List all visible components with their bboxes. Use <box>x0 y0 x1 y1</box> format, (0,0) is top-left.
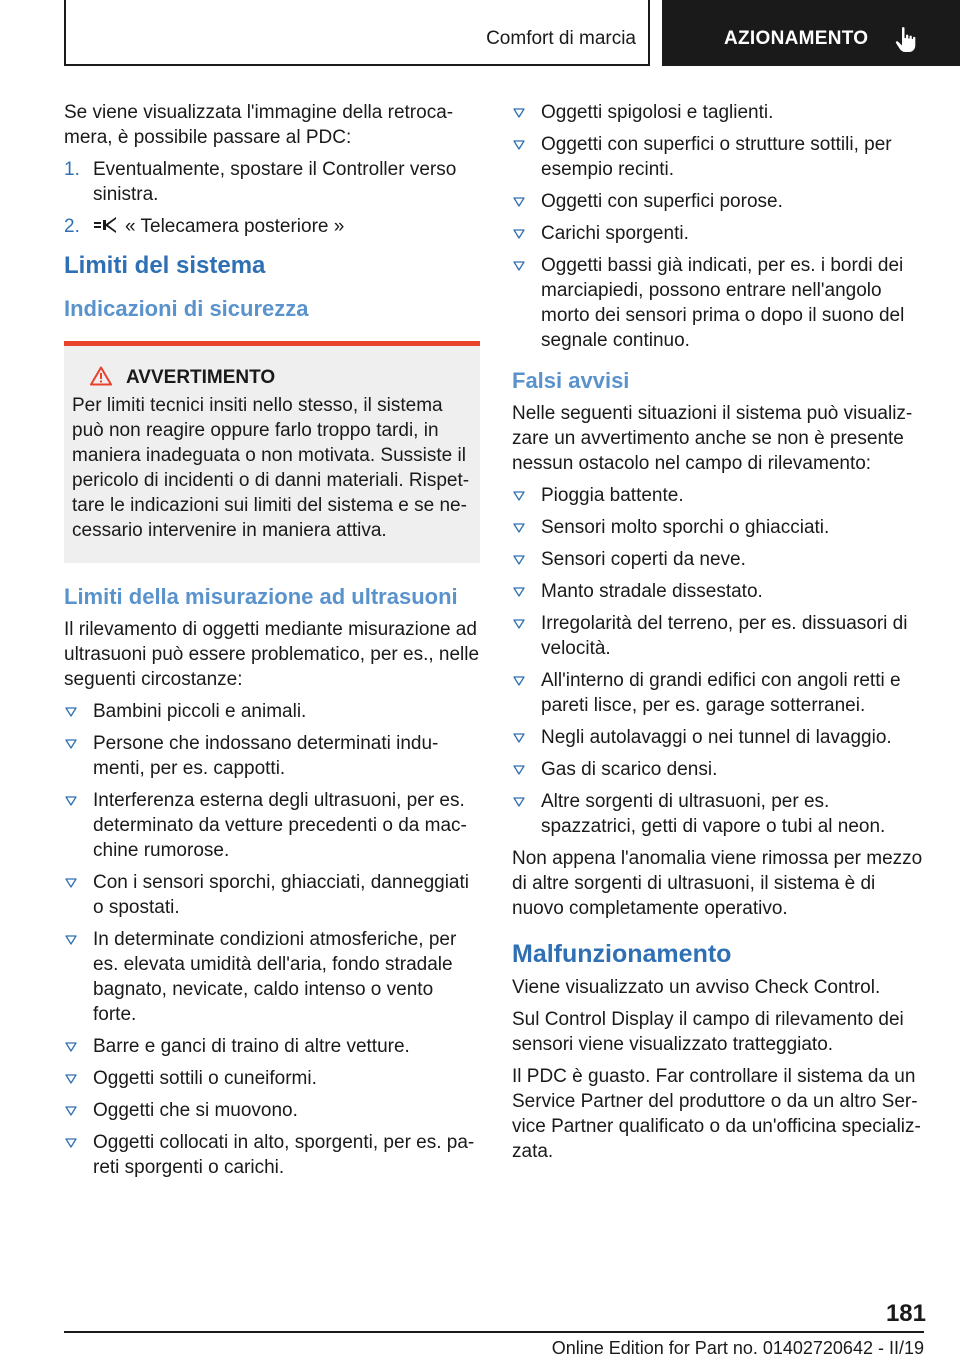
triangle-bullet-icon <box>513 619 525 629</box>
list-item <box>512 611 928 661</box>
header-rule-left <box>64 0 66 66</box>
triangle-bullet-icon <box>65 1106 77 1116</box>
triangle-bullet-icon <box>65 796 77 806</box>
triangle-bullet-icon <box>513 108 525 118</box>
warning-triangle-icon <box>90 366 112 386</box>
bullet-text: Con i sensori sporchi, ghiacciati, danneggiati o spostati. <box>93 872 469 918</box>
bullet-text: Oggetti spigolosi e taglienti. <box>541 102 774 123</box>
bullet-text: Persone che indossano determinati indu-menti, per es. cappotti. <box>93 733 439 779</box>
heading-system-limits: Limiti del sistema <box>64 252 266 279</box>
list-item <box>512 668 928 718</box>
list-item <box>512 515 928 540</box>
warning-box <box>64 341 480 563</box>
triangle-bullet-icon <box>65 1138 77 1148</box>
warning-text: Per limiti tecnici insiti nello stesso, il sistema può non reagire oppure farlo troppo tardi, in maniera inadeguata o non motivata. Sussiste il pericolo di incidenti o di danni materiali. Rispet-tare le indicazioni sui limiti del sistema e se ne-cessario intervenire in maniera attiva. <box>72 395 470 541</box>
heading-safety-notes: Indicazioni di sicurezza <box>64 296 309 321</box>
triangle-bullet-icon <box>513 676 525 686</box>
rear-camera-icon <box>93 216 117 234</box>
list-item <box>64 214 480 239</box>
header-chapter-title: AZIONAMENTO <box>724 28 869 49</box>
list-item <box>512 725 928 750</box>
triangle-bullet-icon <box>513 555 525 565</box>
heading-false-alarms: Falsi avvisi <box>512 368 630 393</box>
list-item <box>64 1130 480 1180</box>
heading-ultrasound-limits: Limiti della misurazione ad ultrasuoni <box>64 584 458 609</box>
malfunction-paragraph-1: Viene visualizzato un avviso Check Control. <box>512 977 881 998</box>
bullet-text: Carichi sporgenti. <box>541 223 689 244</box>
triangle-bullet-icon <box>65 1074 77 1084</box>
false-alarms-outro: Non appena l'anomalia viene rimossa per mezzo di altre sorgenti di ultrasuoni, il sistema è di nuovo completamente operativo. <box>512 848 923 919</box>
bullet-text: Irregolarità del terreno, per es. dissuasori di velocità. <box>541 613 908 659</box>
malfunction-paragraph-3: Il PDC è guasto. Far controllare il sistema da un Service Partner del produttore o da un altro Ser-vice Partner qualificato o da un'officina specializ-zata. <box>512 1066 921 1162</box>
list-item <box>512 547 928 572</box>
triangle-bullet-icon <box>65 878 77 888</box>
footer-rule <box>64 1331 924 1333</box>
triangle-bullet-icon <box>513 523 525 533</box>
triangle-bullet-icon <box>513 197 525 207</box>
triangle-bullet-icon <box>513 229 525 239</box>
bullet-text: Altre sorgenti di ultrasuoni, per es. spazzatrici, getti di vapore o tubi al neon. <box>541 791 886 837</box>
list-item <box>64 699 480 724</box>
triangle-bullet-icon <box>513 587 525 597</box>
list-item <box>512 221 928 246</box>
list-item <box>64 870 480 920</box>
bullet-text: Oggetti sottili o cuneiformi. <box>93 1068 317 1089</box>
step-text: « Telecamera posteriore » <box>125 216 345 237</box>
ultrasound-intro: Il rilevamento di oggetti mediante misurazione ad ultrasuoni può essere problematico, per es., nelle seguenti circostanze: <box>64 619 480 690</box>
header-rule-separator <box>648 0 650 66</box>
list-item <box>64 157 480 207</box>
bullet-text: Negli autolavaggi o nei tunnel di lavaggio. <box>541 727 892 748</box>
heading-malfunction: Malfunzionamento <box>512 940 732 968</box>
warning-title-text: AVVERTIMENTO <box>126 367 276 388</box>
bullet-text: Barre e ganci di traino di altre vetture. <box>93 1036 410 1057</box>
bullet-text: Oggetti collocati in alto, sporgenti, per es. pa-reti sporgenti o carichi. <box>93 1132 475 1178</box>
step-number: 2. <box>64 216 80 237</box>
step-number: 1. <box>64 159 80 180</box>
bullet-text: Bambini piccoli e animali. <box>93 701 307 722</box>
triangle-bullet-icon <box>513 261 525 271</box>
triangle-bullet-icon <box>65 739 77 749</box>
list-item <box>512 483 928 508</box>
bullet-text: Sensori coperti da neve. <box>541 549 746 570</box>
bullet-text: Oggetti con superfici porose. <box>541 191 783 212</box>
list-item <box>64 1098 480 1123</box>
list-item <box>512 189 928 214</box>
page-number: 181 <box>885 1300 926 1327</box>
header-section-title: Comfort di marcia <box>486 28 636 49</box>
bullet-text: In determinate condizioni atmosferiche, per es. elevata umidità dell'aria, fondo stradale bagnato, nevicate, caldo intenso o vento forte. <box>93 929 457 1025</box>
triangle-bullet-icon <box>513 140 525 150</box>
bullet-text: All'interno di grandi edifici con angoli retti e pareti lisce, per es. garage sotterranei. <box>541 670 901 716</box>
bullet-text: Gas di scarico densi. <box>541 759 718 780</box>
bullet-text: Interferenza esterna degli ultrasuoni, per es. determinato da vetture precedenti o da mac-chine rumorose. <box>93 790 467 861</box>
false-alarm-bullets <box>512 483 928 839</box>
triangle-bullet-icon <box>65 707 77 717</box>
false-alarms-intro: Nelle seguenti situazioni il sistema può visualiz-zare un avvertimento anche se non è presente nessun ostacolo nel campo di rilevamento: <box>512 403 913 474</box>
warning-title <box>72 366 472 389</box>
step-text: Eventualmente, spostare il Controller verso sinistra. <box>93 159 457 205</box>
list-item <box>64 927 480 1027</box>
list-item <box>64 731 480 781</box>
triangle-bullet-icon <box>513 797 525 807</box>
steps-list <box>64 157 480 239</box>
list-item <box>512 757 928 782</box>
intro-paragraph: Se viene visualizzata l'immagine della retroca-mera, è possibile passare al PDC: <box>64 102 454 148</box>
bullet-text: Pioggia battente. <box>541 485 684 506</box>
header-rule-bottom <box>64 64 650 66</box>
list-item <box>64 788 480 863</box>
bullet-text: Oggetti bassi già indicati, per es. i bordi dei marciapiedi, possono entrare nell'angolo morto dei sensori prima o dopo il suono del segnale continuo. <box>541 255 905 351</box>
right-column <box>512 100 928 1171</box>
list-item <box>64 1034 480 1059</box>
left-column <box>64 100 480 1187</box>
triangle-bullet-icon <box>65 1042 77 1052</box>
bullet-text: Manto stradale dissestato. <box>541 581 763 602</box>
object-bullets <box>512 100 928 353</box>
malfunction-paragraph-2: Sul Control Display il campo di rilevamento dei sensori viene visualizzato tratteggiato. <box>512 1009 904 1055</box>
bullet-text: Oggetti con superfici o strutture sottili, per esempio recinti. <box>541 134 892 180</box>
list-item <box>512 100 928 125</box>
triangle-bullet-icon <box>513 733 525 743</box>
bullet-text: Sensori molto sporchi o ghiacciati. <box>541 517 830 538</box>
list-item <box>512 132 928 182</box>
triangle-bullet-icon <box>513 491 525 501</box>
list-item <box>512 789 928 839</box>
footer-edition: Online Edition for Part no. 01402720642 - II/19 <box>551 1338 924 1358</box>
list-item <box>512 579 928 604</box>
list-item <box>512 253 928 353</box>
triangle-bullet-icon <box>65 935 77 945</box>
bullet-text: Oggetti che si muovono. <box>93 1100 298 1121</box>
list-item <box>64 1066 480 1091</box>
triangle-bullet-icon <box>513 765 525 775</box>
ultrasound-bullets <box>64 699 480 1180</box>
hand-pointer-icon <box>894 26 918 54</box>
